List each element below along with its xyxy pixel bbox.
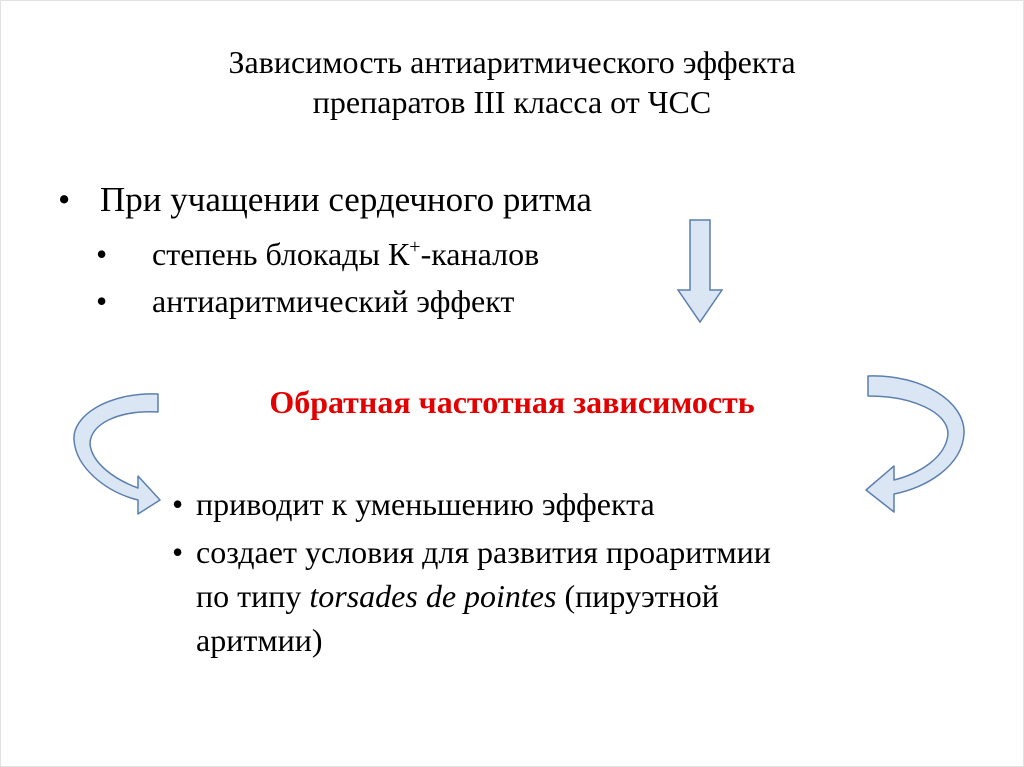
consequence-line-3: аритмии) — [196, 622, 323, 658]
main-bullet — [58, 180, 592, 220]
consequence-item — [172, 530, 771, 662]
bullet-marker: • — [172, 534, 184, 570]
main-bullet-text: При учащении сердечного ритма — [100, 180, 592, 219]
slide-title — [60, 42, 964, 122]
consequence-line-2-start: по типу — [196, 578, 310, 614]
consequence-text: приводит к уменьшению эффекта — [196, 486, 655, 522]
sub-bullet-text-end: -каналов — [420, 236, 540, 272]
consequence-line-2-end: (пируэтной — [556, 578, 719, 614]
highlight-heading: Обратная частотная зависимость — [269, 384, 755, 420]
bullet-marker: • — [172, 486, 184, 522]
superscript-plus: + — [409, 236, 421, 258]
bullet-marker: • — [58, 180, 71, 219]
consequence-line-1: создает условия для развития проаритмии — [196, 534, 771, 570]
title-line-1: Зависимость антиаритмического эффекта — [228, 44, 796, 80]
sub-bullet-channel-block — [96, 236, 539, 273]
sub-bullet-text-start: степень блокады К — [152, 236, 410, 272]
title-line-2: препаратов III класса от ЧСС — [312, 84, 712, 120]
consequence-item — [172, 482, 655, 526]
curved-arrow-right-icon — [862, 370, 972, 518]
bullet-marker: • — [96, 236, 108, 272]
sub-bullet-text: антиаритмический эффект — [152, 283, 515, 319]
torsades-term: torsades de pointes — [309, 578, 557, 614]
down-arrow-icon — [676, 218, 724, 324]
curved-arrow-left-icon — [68, 388, 168, 526]
sub-bullet-effect — [96, 283, 514, 320]
bullet-marker: • — [96, 283, 108, 319]
